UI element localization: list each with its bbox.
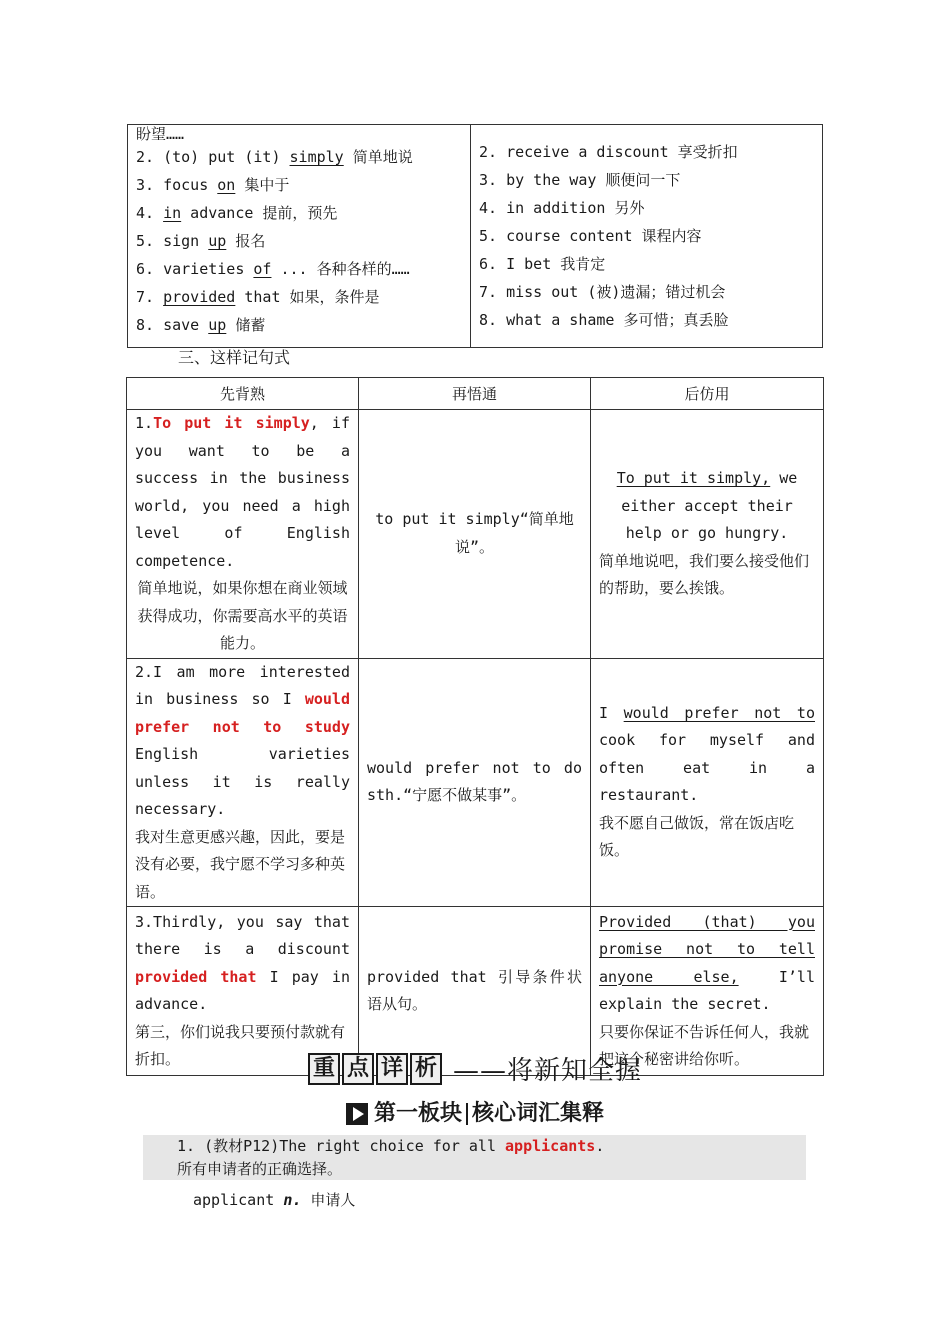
phrase-text: (to) put (it) [154,148,290,166]
explanation-cell: provided that 引导条件状语从句。 [359,907,591,1076]
phrase-text: sign [154,232,209,250]
table-row [127,658,824,907]
sentence-segment: I pay in advance. [135,967,350,1013]
play-icon [346,1103,368,1125]
sentence-segment: provided that [135,967,257,986]
phrase-text: focus [154,176,218,194]
phrase-text: advance 提前，预先 [181,204,338,222]
phrase-number: 2. [136,148,155,166]
phrase-number: 8. [136,316,155,334]
sentence-segment: would prefer not to [623,703,815,722]
sentence-segment: 2.I am more interested in business so I [135,662,350,708]
imitate-cell [591,658,824,907]
subhead-part2: 核心词汇集释 [472,1101,605,1126]
example-chinese: 我对生意更感兴趣，因此，要是没有必要，我宁愿不学习多种英语。 [135,827,346,901]
table-row [127,410,824,659]
example-sentence [177,1135,604,1157]
imitate-chinese: 只要你保证不告诉任何人，我就把这个秘密讲给你听。 [599,1022,810,1068]
explanation-cell: would prefer not to do sth.“宁愿不做某事”。 [359,658,591,907]
phrase-text: 报名 [226,232,266,250]
phrase-text: 储蓄 [226,316,266,334]
header-imitate: 后仿用 [591,378,824,410]
phrase-item: 4. in addition 另外 [479,199,645,217]
sentence-segment: I’ll explain the secret. [599,967,815,1013]
sentence-segment: 3.Thirdly, you say that there is a discount [135,912,350,958]
imitate-english [599,700,815,810]
phrase-item [136,227,470,255]
phrase-item [136,125,470,143]
table-header-row [127,378,824,410]
example-translation: 所有申请者的正确选择。 [177,1160,343,1178]
phrase-list-right [471,125,822,347]
phrase-item: 6. I bet 我肯定 [479,255,606,273]
banner-subtitle: ——将新知全握 [453,1056,643,1086]
phrase-number: 5. [136,232,155,250]
word-definition [193,1188,355,1212]
imitate-english [599,909,815,1019]
phrase-item [136,171,470,199]
phrase-list-left [128,125,471,347]
phrase-text [154,288,163,306]
sentence-segment: I [599,703,624,722]
phrase-text: 盼望…… [136,125,185,143]
imitate-chinese: 我不愿自己做饭，常在饭店吃饭。 [599,813,795,860]
phrase-item: 5. course content 课程内容 [479,227,702,245]
headword: applicant [193,1191,275,1209]
phrase-text: up [208,316,227,334]
phrase-item [136,283,470,311]
banner-tile: 重 [308,1053,340,1085]
sentence-segment: To put it simply, [616,469,771,487]
phrase-number: 4. [136,204,155,222]
banner-tile: 析 [410,1053,442,1085]
sentence-segment: Provided (that) you promise not to tell anyone else, [599,912,815,986]
phrase-text [154,204,163,222]
phrase-text: varieties [154,260,254,278]
phrase-text: ... 各种各样的…… [271,260,410,278]
phrase-text: 集中于 [235,176,290,194]
phrase-number: 3. [136,176,155,194]
phrase-item: 2. receive a discount 享受折扣 [479,143,738,161]
example-english [135,410,350,575]
phrase-item [136,143,470,171]
example-segment: 1. (教材P12)The right choice for all [177,1137,506,1155]
sentence-segment: To put it simply [153,414,310,432]
phrase-item: 7. miss out (被)遗漏；错过机会 [479,283,726,301]
subhead-part1: 第一板块 [373,1101,462,1126]
sentence-segment: would prefer not to study [135,690,350,736]
sentence-segment: English varieties unless it is really necessary. [135,745,350,818]
imitate-english [599,465,815,548]
subhead-divider [466,1103,468,1125]
phrase-text: up [208,232,227,250]
example-segment: applicants [505,1137,596,1155]
subhead [0,1096,950,1130]
phrase-text: 简单地说 [343,148,413,166]
imitate-chinese: 简单地说吧，我们要么接受他们的帮助，要么挨饿。 [599,551,810,597]
header-understand: 再悟通 [359,378,591,410]
phrase-text: in [163,204,182,222]
sentence-table [126,377,824,1076]
banner-tile: 详 [376,1053,408,1085]
banner-tiles [308,1055,444,1081]
example-english [135,909,350,1019]
phrase-text: provided [163,288,236,306]
memorize-cell [127,658,359,907]
part-of-speech: n. [283,1191,302,1209]
example-chinese: 简单地说，如果你想在商业领域获得成功，你需要高水平的英语能力。 [137,579,348,652]
sentence-segment: cook for myself and often eat in a restaurant. [599,731,815,805]
section-heading: 三、这样记句式 [178,348,291,367]
example-english [135,659,350,824]
phrase-item [136,311,470,339]
phrase-item [136,255,470,283]
word-meaning: 申请人 [310,1191,356,1209]
phrase-box [127,124,823,348]
header-memorize: 先背熟 [127,378,359,410]
memorize-cell [127,410,359,659]
imitate-cell [591,410,824,659]
phrase-item: 8. what a shame 多可惜；真丢脸 [479,311,729,329]
phrase-text: simply [289,148,344,166]
section-banner [0,1050,950,1090]
sentence-segment: 1. [135,414,154,432]
phrase-text: that 如果，条件是 [235,288,380,306]
explanation-cell: to put it simply“简单地说”。 [359,410,591,659]
sentence-segment: we either accept their help or go hungry. [621,469,798,542]
example-segment: . [595,1137,605,1155]
phrase-text: save [154,316,209,334]
banner-tile: 点 [342,1053,374,1085]
sentence-segment: , if you want to be a success in the business world, you need a high level of English competence. [135,414,350,570]
phrase-text: on [217,176,236,194]
phrase-item [136,199,470,227]
example-chinese: 第三，你们说我只要预付款就有折扣。 [135,1022,346,1068]
phrase-item: 3. by the way 顺便问一下 [479,171,681,189]
phrase-number: 6. [136,260,155,278]
sentence-segment [739,968,779,986]
phrase-text: of [253,260,272,278]
example-box [143,1135,806,1180]
phrase-number: 7. [136,288,155,306]
